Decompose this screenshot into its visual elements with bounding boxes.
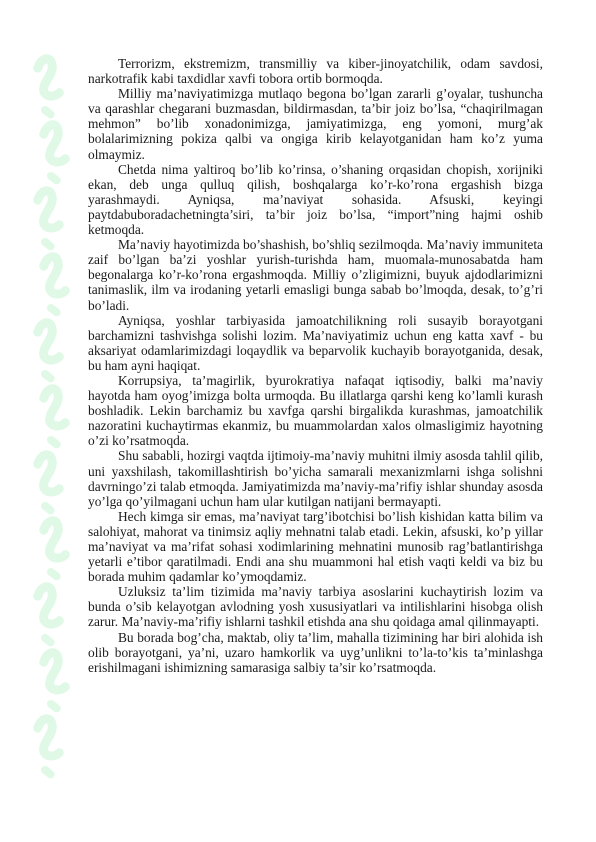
watermark-mark bbox=[30, 57, 67, 115]
paragraph: Korrupsiya, ta’magirlik, byurokratiya nafaqat iqtisodiy, balki ma’naviy hayotda ham oyog’imizga bolta urmoqda. Bu illatlarga qarshi keng ko’lamli kurash boshladik. Lekin barchamiz bu xavfga qarshi birgalikda kurashmas, jamoatchilik nazoratini kuchaytirmas ekanmiz, bu muammolardan xalos olmasligimiz hayotning o’zi ko’rsatmoqda. bbox=[88, 372, 543, 449]
watermark-mark bbox=[30, 717, 67, 775]
watermark-mark bbox=[30, 189, 67, 247]
watermark-mark bbox=[36, 519, 73, 577]
document-body bbox=[88, 56, 543, 675]
paragraph: Uzluksiz ta’lim tizimida ma’naviy tarbiya asoslarini kuchaytirish lozim va bunda o’sib kelayotgan avlodning yosh xususiyatlari va intilishlarini hisobga olish zarur. Ma’naviy-ma’rifiy ishlarni tashkil etishda ana shu qoidaga amal qilinmayapti. bbox=[88, 584, 543, 630]
paragraph: Ma’naviy hayotimizda bo’shashish, bo’shliq sezilmoqda. Ma’naviy immuniteta zaif bo’lgan ba’zi yoshlar yurish-turishda ham, muomala-munosabatda ham begonalarga ko’r-ko’rona ergashmoqda. Milliy o’zligimizni, buyuk ajdodlarimizni tanimaslik, ilm va irodaning yetarli emasligi bunga sabab bo’lmoqda, desak, to’g’ri bo’ladi. bbox=[88, 237, 543, 313]
paragraph: Hech kimga sir emas, ma’naviyat targ’ibotchisi bo’lish kishidan katta bilim va salohiyat, mahorat va tinimsiz aqliy mehnatni talab etadi. Lekin, afsuski, ko’p yillar ma’naviyat va ma’rifat sohasi xodimlarining mehnatini munosib rag’batlantirishga yetarli e’tibor qaratilmadi. Endi ana shu muammoni hal etish vaqti keldi va biz bu borada muhim qadamlar ko’ymoqdamiz. bbox=[88, 508, 543, 585]
paragraph: Ayniqsa, yoshlar tarbiyasida jamoatchilikning roli susayib borayotgani barchamizni tashvishga solishi lozim. Ma’naviyatimiz uchun eng katta xavf - bu aksariyat odamlarimizdagi loqaydlik va beparvolik kuchayib borayotganida, desak, bu ham ayni haqiqat. bbox=[88, 312, 543, 373]
watermark-mark bbox=[30, 321, 67, 379]
paragraph: Chetda nima yaltiroq bo’lib ko’rinsa, o’shaning orqasidan chopish, xorijniki ekan, deb unga qulluq qilish, boshqalarga ko’r-ko’rona ergashish bizga yarashmaydi. Ayniqsa, ma’naviyat sohasida. Afsuski, keyingi paytdabuboradachetningta’siri, ta’bir joiz bo’lsa, “import”ning hajmi oshib ketmoqda. bbox=[88, 161, 543, 238]
paragraph: Milliy ma’naviyatimizga mutlaqo begona bo’lgan zararli g’oyalar, tushuncha va qarashlar chegarani buzmasdan, bildirmasdan, ta’bir joiz bo’lsa, “chaqirilmagan mehmon” bo’lib xonadonimizga, jamiyatimizga, eng yomoni, murg’ak bolalarimizning pokiza qalbi va ongiga kirib kelayotganidan ham ko’z yuma olmaymiz. bbox=[88, 86, 543, 162]
paragraph: Terrorizm, ekstremizm, transmilliy va kiber-jinoyatchilik, odam savdosi, narkotrafik kabi taxdidlar xavfi tobora ortib bormoqda. bbox=[88, 56, 543, 87]
watermark-mark bbox=[36, 123, 73, 181]
watermark-mark bbox=[36, 255, 73, 313]
paragraph: Bu borada bog’cha, maktab, oliy ta’lim, mahalla tizimining har biri alohida ish olib borayotgani, ya’ni, uzaro hamkorlik va uyg’unlikni to’la-to’kis ta’minlashga erishilmagani ishimizning samarasiga salbiy ta’sir ko’rsatmoqda. bbox=[88, 629, 543, 675]
watermark-mark bbox=[30, 585, 67, 643]
watermark-mark bbox=[36, 651, 73, 709]
watermark-mark bbox=[36, 387, 73, 445]
watermark-mark bbox=[30, 453, 67, 511]
paragraph: Shu sababli, hozirgi vaqtda ijtimoiy-ma’naviy muhitni ilmiy asosda tahlil qilib, uni yaxshilash, takomillashtirish bo’yicha samarali mexanizmlarni ishga solishni davrningo’zi talab etmoqda. Jamiyatimizda ma’naviy-ma’rifiy ishlar shunday asosda yo’lga qo’yilmagani uchun ham ular kutilgan natijani bermayapti. bbox=[88, 448, 543, 509]
